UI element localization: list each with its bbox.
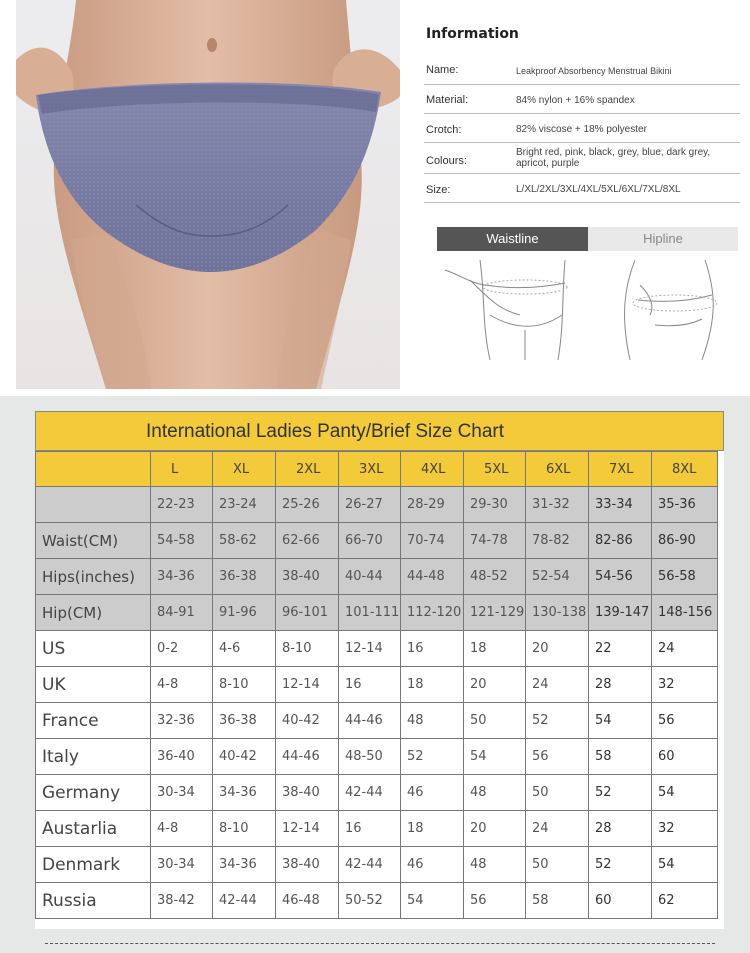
- size-header-cell: 6XL: [526, 452, 589, 487]
- size-cell: 23-24: [213, 487, 276, 523]
- info-row-size: [424, 174, 740, 203]
- size-cell: 52: [589, 847, 652, 883]
- size-cell: 48: [464, 847, 526, 883]
- size-cell: 16: [339, 667, 401, 703]
- measurement-sketch: [440, 255, 740, 365]
- size-cell: 58: [589, 739, 652, 775]
- size-cell: 62-66: [276, 523, 339, 559]
- size-cell: 54: [464, 739, 526, 775]
- size-cell: 48-50: [339, 739, 401, 775]
- size-row-label: Hip(CM): [36, 595, 151, 631]
- size-cell: 56: [652, 703, 718, 739]
- size-cell: 54-58: [151, 523, 213, 559]
- size-cell: 8-10: [213, 811, 276, 847]
- size-cell: 56: [464, 883, 526, 919]
- size-cell: 130-138: [526, 595, 589, 631]
- info-value: 84% nylon + 16% spandex: [516, 95, 635, 106]
- size-cell: 24: [526, 667, 589, 703]
- info-row-name: [424, 56, 740, 85]
- size-cell: 50: [464, 703, 526, 739]
- size-row: [36, 739, 718, 775]
- size-header-cell: 7XL: [589, 452, 652, 487]
- size-cell: 8-10: [276, 631, 339, 667]
- size-cell: 46: [401, 775, 464, 811]
- size-header-cell: 4XL: [401, 452, 464, 487]
- size-cell: 30-34: [151, 847, 213, 883]
- size-cell: 42-44: [339, 775, 401, 811]
- size-cell: 148-156: [652, 595, 718, 631]
- size-row-label: Denmark: [36, 847, 151, 883]
- size-header-cell: 5XL: [464, 452, 526, 487]
- size-row: [36, 523, 718, 559]
- info-value: L/XL/2XL/3XL/4XL/5XL/6XL/7XL/8XL: [516, 184, 681, 195]
- size-cell: 28: [589, 811, 652, 847]
- size-cell: 34-36: [151, 559, 213, 595]
- info-title: Information: [426, 26, 519, 42]
- size-cell: 54: [401, 883, 464, 919]
- size-cell: 112-120: [401, 595, 464, 631]
- info-row-material: [424, 85, 740, 114]
- size-cell: 12-14: [339, 631, 401, 667]
- size-cell: 31-32: [526, 487, 589, 523]
- size-cell: 54-56: [589, 559, 652, 595]
- size-cell: 8-10: [213, 667, 276, 703]
- size-cell: 28: [589, 667, 652, 703]
- size-cell: 44-46: [339, 703, 401, 739]
- size-cell: 48: [464, 775, 526, 811]
- info-key: Crotch:: [426, 124, 462, 136]
- size-row-label: [36, 487, 151, 523]
- size-cell: 84-91: [151, 595, 213, 631]
- size-cell: 44-46: [276, 739, 339, 775]
- size-cell: 82-86: [589, 523, 652, 559]
- size-cell: 58: [526, 883, 589, 919]
- size-cell: 12-14: [276, 667, 339, 703]
- size-cell: 36-38: [213, 559, 276, 595]
- size-cell: 30-34: [151, 775, 213, 811]
- size-cell: 4-8: [151, 811, 213, 847]
- info-key: Colours:: [426, 155, 467, 167]
- size-cell: 34-36: [213, 847, 276, 883]
- size-cell: 4-6: [213, 631, 276, 667]
- size-row-label: Italy: [36, 739, 151, 775]
- size-cell: 28-29: [401, 487, 464, 523]
- size-cell: 36-38: [213, 703, 276, 739]
- size-cell: 139-147: [589, 595, 652, 631]
- size-cell: 22-23: [151, 487, 213, 523]
- size-header-cell: 3XL: [339, 452, 401, 487]
- size-row: [36, 595, 718, 631]
- size-cell: 101-111: [339, 595, 401, 631]
- hipline-sketch: [625, 260, 717, 360]
- size-cell: 54: [589, 703, 652, 739]
- size-header-cell: XL: [213, 452, 276, 487]
- size-cell: 4-8: [151, 667, 213, 703]
- size-row: [36, 667, 718, 703]
- size-cell: 35-36: [652, 487, 718, 523]
- size-cell: 58-62: [213, 523, 276, 559]
- size-header-cell: 2XL: [276, 452, 339, 487]
- size-row-label: Russia: [36, 883, 151, 919]
- tab-hipline[interactable]: Hipline: [588, 227, 738, 251]
- size-cell: 38-40: [276, 559, 339, 595]
- size-cell: 52: [401, 739, 464, 775]
- size-chart-table: [35, 451, 718, 919]
- size-header-corner: [36, 452, 151, 487]
- size-cell: 33-34: [589, 487, 652, 523]
- tab-waistline[interactable]: Waistline: [437, 227, 588, 251]
- info-row-colours: [424, 143, 740, 174]
- size-cell: 86-90: [652, 523, 718, 559]
- size-cell: 121-129: [464, 595, 526, 631]
- info-value: 82% viscose + 18% polyester: [516, 124, 647, 135]
- bottom-divider: [45, 943, 715, 944]
- size-cell: 78-82: [526, 523, 589, 559]
- size-cell: 60: [652, 739, 718, 775]
- size-row: [36, 487, 718, 523]
- size-header-cell: 8XL: [652, 452, 718, 487]
- size-header-cell: L: [151, 452, 213, 487]
- info-value: Bright red, pink, black, grey, blue, dark grey, apricot, purple: [516, 147, 711, 169]
- size-cell: 48-52: [464, 559, 526, 595]
- size-cell: 24: [652, 631, 718, 667]
- size-cell: 20: [464, 667, 526, 703]
- size-row-label: France: [36, 703, 151, 739]
- size-cell: 26-27: [339, 487, 401, 523]
- size-cell: 40-42: [213, 739, 276, 775]
- size-cell: 0-2: [151, 631, 213, 667]
- size-cell: 70-74: [401, 523, 464, 559]
- size-cell: 60: [589, 883, 652, 919]
- size-cell: 56: [526, 739, 589, 775]
- size-cell: 52: [589, 775, 652, 811]
- size-cell: 42-44: [213, 883, 276, 919]
- size-cell: 16: [339, 811, 401, 847]
- size-cell: 46-48: [276, 883, 339, 919]
- size-cell: 62: [652, 883, 718, 919]
- size-cell: 44-48: [401, 559, 464, 595]
- size-row: [36, 883, 718, 919]
- size-row: [36, 631, 718, 667]
- size-cell: 32: [652, 667, 718, 703]
- size-row-label: US: [36, 631, 151, 667]
- size-row: [36, 847, 718, 883]
- size-cell: 56-58: [652, 559, 718, 595]
- size-row: [36, 811, 718, 847]
- size-row-label: Germany: [36, 775, 151, 811]
- size-cell: 40-44: [339, 559, 401, 595]
- size-row: [36, 559, 718, 595]
- size-cell: 20: [526, 631, 589, 667]
- size-cell: 50-52: [339, 883, 401, 919]
- size-cell: 66-70: [339, 523, 401, 559]
- size-cell: 48: [401, 703, 464, 739]
- info-key: Size:: [426, 184, 451, 196]
- size-cell: 34-36: [213, 775, 276, 811]
- size-cell: 20: [464, 811, 526, 847]
- size-cell: 54: [652, 847, 718, 883]
- info-row-crotch: [424, 114, 740, 143]
- size-chart-title: International Ladies Panty/Brief Size Chart: [35, 411, 724, 451]
- size-cell: 16: [401, 631, 464, 667]
- size-row-label: Waist(CM): [36, 523, 151, 559]
- size-cell: 91-96: [213, 595, 276, 631]
- size-cell: 96-101: [276, 595, 339, 631]
- size-row: [36, 775, 718, 811]
- size-cell: 46: [401, 847, 464, 883]
- size-header-row: [36, 452, 718, 487]
- size-cell: 18: [401, 667, 464, 703]
- size-cell: 40-42: [276, 703, 339, 739]
- waistline-sketch: [445, 260, 567, 360]
- size-cell: 32-36: [151, 703, 213, 739]
- size-cell: 74-78: [464, 523, 526, 559]
- info-value: Leakproof Absorbency Menstrual Bikini: [516, 66, 672, 76]
- product-photo: [16, 0, 400, 389]
- size-cell: 50: [526, 775, 589, 811]
- size-cell: 18: [464, 631, 526, 667]
- size-cell: 38-42: [151, 883, 213, 919]
- size-cell: 38-40: [276, 847, 339, 883]
- size-cell: 18: [401, 811, 464, 847]
- size-row: [36, 703, 718, 739]
- info-key: Name:: [426, 64, 459, 76]
- size-cell: 54: [652, 775, 718, 811]
- size-cell: 25-26: [276, 487, 339, 523]
- product-photo-illustration: [16, 0, 400, 389]
- size-row-label: UK: [36, 667, 151, 703]
- size-row-label: Hips(inches): [36, 559, 151, 595]
- size-cell: 50: [526, 847, 589, 883]
- size-cell: 36-40: [151, 739, 213, 775]
- size-cell: 32: [652, 811, 718, 847]
- size-cell: 52-54: [526, 559, 589, 595]
- size-cell: 38-40: [276, 775, 339, 811]
- size-cell: 24: [526, 811, 589, 847]
- size-cell: 42-44: [339, 847, 401, 883]
- size-cell: 29-30: [464, 487, 526, 523]
- size-row-label: Austarlia: [36, 811, 151, 847]
- info-key: Material:: [426, 94, 469, 106]
- size-cell: 52: [526, 703, 589, 739]
- size-cell: 12-14: [276, 811, 339, 847]
- size-cell: 22: [589, 631, 652, 667]
